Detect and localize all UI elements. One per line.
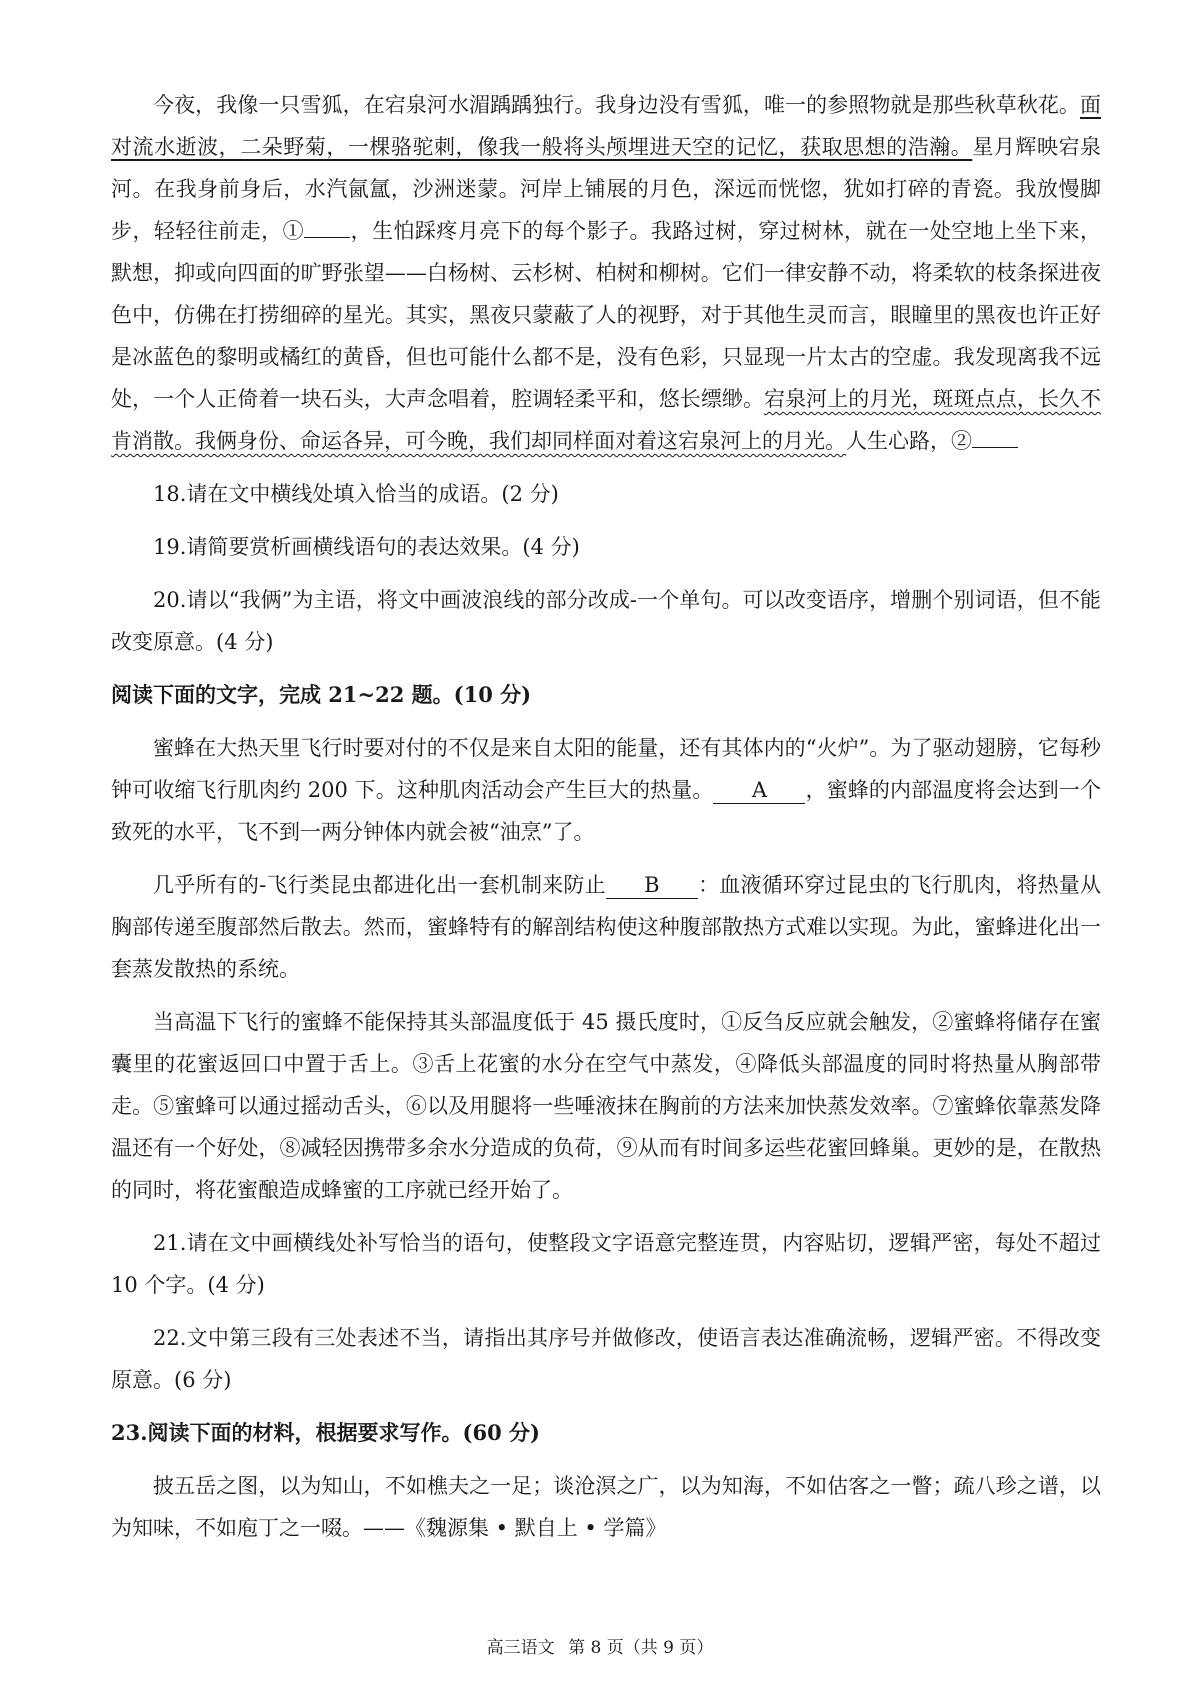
footer-page-number: 第 8 页（共 9 页） bbox=[568, 1638, 714, 1658]
passage-2-paragraph-2 bbox=[111, 864, 1101, 990]
passage-2-text: ：血液循环穿过昆虫的飞行肌肉，将热量从胸部传递至腹部然后散去。然而，蜜蜂特有的解剖结构使这种腹部散热方式难以实现。为此，蜜蜂进化出一套蒸发散热的系统。 bbox=[111, 873, 1101, 981]
page-content bbox=[111, 84, 1101, 1560]
question-18: 18.请在文中横线处填入恰当的成语。(2 分) bbox=[153, 482, 559, 506]
blank-2[interactable] bbox=[972, 447, 1018, 448]
page-footer bbox=[0, 1636, 1200, 1660]
footer-subject: 高三语文 bbox=[486, 1638, 555, 1658]
question-19: 19.请简要赏析画横线语句的表达效果。(4 分) bbox=[153, 535, 580, 559]
passage-3-paragraph: 披五岳之图，以为知山，不如樵夫之一足；谈沧溟之广，以为知海，不如估客之一瞥；疏八珍之谱，以为知味，不如庖丁之一啜。——《魏源集 • 默自上 • 学篇》 bbox=[111, 1474, 1101, 1540]
passage-1-sentence: 星月辉映宕泉河。在我身前身后，水汽氤氲，沙洲迷蒙。河岸上铺展的月色，深远而恍惚，犹如打碎的青瓷。我放慢脚步，轻轻往前走， bbox=[111, 135, 1102, 243]
question-22: 22.文中第三段有三处表述不当，请指出其序号并做修改，使语言表达准确流畅，逻辑严密。不得改变原意。(6 分) bbox=[111, 1326, 1101, 1392]
blank-b[interactable]: B bbox=[606, 872, 698, 899]
passage-2-text: 几乎所有的-飞行类昆虫都进化出一套机制来防止 bbox=[153, 873, 606, 897]
question-20: 20.请以“我俩”为主语，将文中画波浪线的部分改成-一个单句。可以改变语序，增删个别词语，但不能改变原意。(4 分) bbox=[111, 588, 1101, 654]
passage-1-paragraph bbox=[111, 84, 1101, 462]
passage-2-text: ，蜜蜂的内部温度将会达到一个致死的水平，飞不到一两分钟体内就会被“油烹”了。 bbox=[111, 778, 1102, 844]
underlined-sentence: 面对流水逝波，二朵野菊，一棵骆驼刺，像我一般将头颅埋进天空的记忆，获取思想的浩瀚。 bbox=[111, 93, 1101, 159]
passage-2-text: 蜜蜂在大热天里飞行时要对付的不仅是来自太阳的能量，还有其体内的“火炉”。为了驱动翅膀，它每秒钟可收缩飞行肌肉约 200 下。这种肌肉活动会产生巨大的热量。 bbox=[111, 736, 1101, 802]
section-3-heading: 23.阅读下面的材料，根据要求写作。(60 分) bbox=[111, 1420, 540, 1445]
passage-1-sentence: ，生怕踩疼月亮下的每个影子。我路过树，穿过树林，就在一处空地上坐下来，默想，抑或向四面的旷野张望——白杨树、云杉树、柏树和柳树。它们一律安静不动，将柔软的枝条探进夜色中，仿佛在打捞细碎的星光。其实，黑夜只蒙蔽了人的视野，对于其他生灵而言，眼瞳里的黑夜也许正好是冰蓝色的黎明或橘红的黄昏，但也可能什么都不是，没有色彩，只显现一片太古的空虚。我发现离我不远处，一个人正倚着一块石头，大声念唱着，腔调轻柔平和，悠长缥缈。 bbox=[111, 219, 1102, 411]
passage-2-paragraph-1 bbox=[111, 727, 1101, 853]
question-21: 21.请在文中画横线处补写恰当的语句，使整段文字语意完整连贯，内容贴切，逻辑严密，每处不超过 10 个字。(4 分) bbox=[111, 1231, 1101, 1297]
blank-a[interactable]: A bbox=[713, 777, 805, 804]
passage-1-sentence: 今夜，我像一只雪狐，在宕泉河水湄踽踽独行。我身边没有雪狐，唯一的参照物就是那些秋草秋花。 bbox=[153, 93, 1080, 117]
blank-1[interactable] bbox=[304, 237, 350, 238]
wavy-underlined-sentence: 宕泉河上的月光，斑斑点点，长久不肯消散。我俩身份、命运各异，可今晚，我们却同样面对着这宕泉河上的月光。 bbox=[111, 387, 1102, 453]
section-2-heading: 阅读下面的文字，完成 21~22 题。(10 分) bbox=[111, 682, 532, 707]
blank-1-marker: ① bbox=[282, 219, 305, 243]
blank-2-marker: ② bbox=[951, 429, 972, 453]
passage-2-paragraph-3: 当高温下飞行的蜜蜂不能保持其头部温度低于 45 摄氏度时，①反刍反应就会触发，②蜜蜂将储存在蜜囊里的花蜜返回口中置于舌上。③舌上花蜜的水分在空气中蒸发，④降低头部温度的同时将热量从胸部带走。⑤蜜蜂可以通过摇动舌头，⑥以及用腿将一些唾液抹在胸前的方法来加快蒸发效率。⑦蜜蜂依靠蒸发降温还有一个好处，⑧减轻因携带多余水分造成的负荷，⑨从而有时间多运些花蜜回蜂巢。更妙的是，在散热的同时，将花蜜酿造成蜂蜜的工序就已经开始了。 bbox=[111, 1010, 1101, 1202]
passage-1-sentence: 人生心路， bbox=[846, 429, 951, 453]
